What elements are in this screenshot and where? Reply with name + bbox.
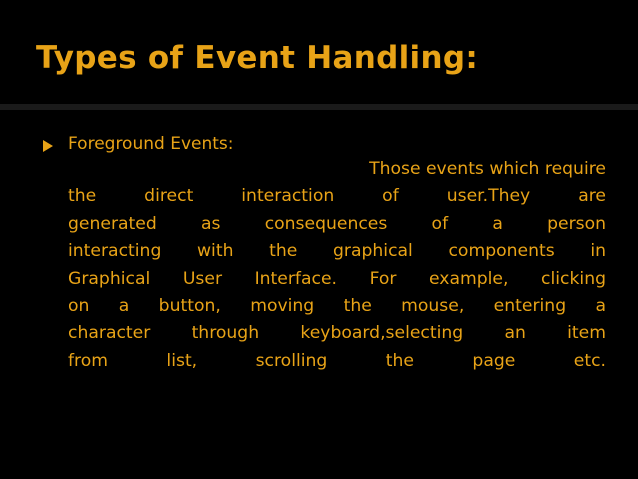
paragraph-line: on a button, moving the mouse, entering a [68,295,606,316]
bullet-paragraph [68,156,606,375]
bullet-heading: Foreground Events: [68,134,234,154]
paragraph-line: character through keyboard,selecting an item [68,323,606,344]
title-bar [0,0,638,105]
bullet-item [40,132,606,375]
paragraph-line: Those events which require [369,159,606,179]
slide-title: Types of Event Handling: [36,40,479,76]
paragraph-line: the direct interaction of user.They are [68,186,606,207]
title-divider [0,104,638,110]
slide-body [40,132,606,375]
paragraph-line: from list, scrolling the page etc. [68,350,606,371]
paragraph-line: Graphical User Interface. For example, clicking [68,268,606,289]
triangle-bullet-icon [42,139,54,153]
paragraph-line: interacting with the graphical components in [68,241,606,262]
paragraph-line: generated as consequences of a person [68,213,606,234]
